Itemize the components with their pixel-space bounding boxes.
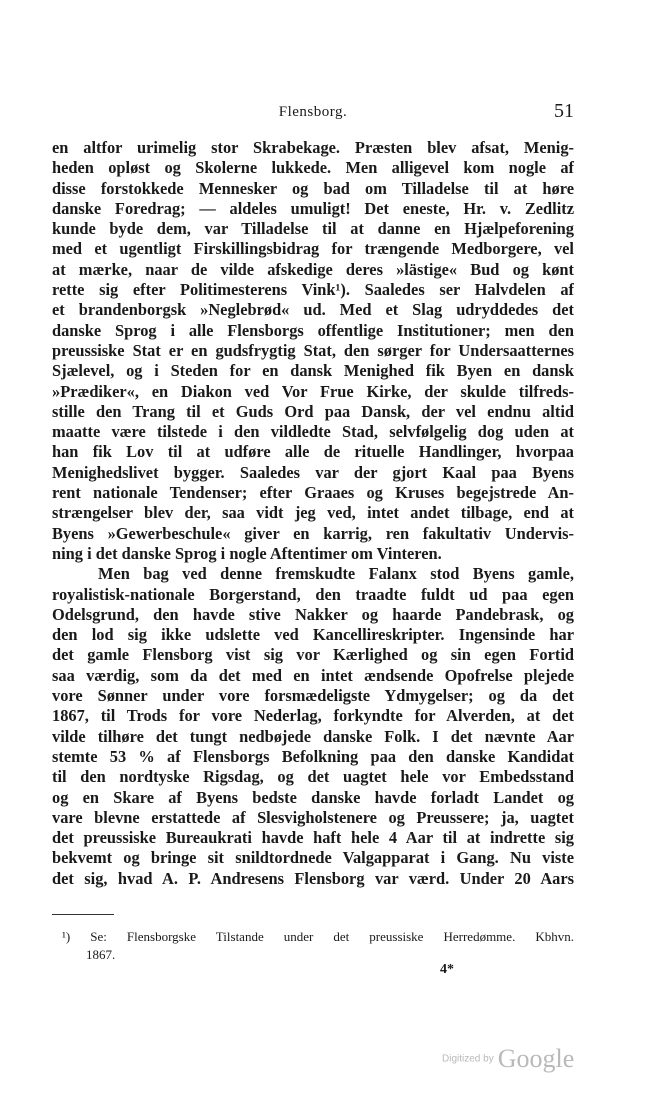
text-line: til den nordtyske Rigsdag, og det uagtet hele vor Embedsstand: [52, 767, 574, 787]
text-line: Byens »Gewerbeschule« giver en karrig, ren fakultativ Undervis-: [52, 523, 574, 543]
text-line: bekvemt og bringe sit snildtordnede Valgapparat i Gang. Nu viste: [52, 848, 574, 868]
text-line: Menighedslivet bygger. Saaledes var der gjort Kaal paa Byens: [52, 462, 574, 482]
text-line: kunde byde dem, var Tilladelse til at danne en Hjælpeforening: [52, 219, 574, 239]
text-line: det preussiske Bureaukrati havde haft hele 4 Aar til at indrette sig: [52, 828, 574, 848]
google-logo-text: Google: [497, 1044, 575, 1073]
text-line: vilde tilhøre det tungt nedbøjede danske Folk. I det nævnte Aar: [52, 726, 574, 746]
page-number: 51: [554, 100, 574, 122]
text-line: et brandenborgsk »Neglebrød« ud. Med et Slag udryddedes det: [52, 300, 574, 320]
footnote-divider: [52, 914, 114, 915]
watermark-small-text: Digitized by: [442, 1053, 494, 1065]
footnote: [62, 928, 574, 964]
text-line: saa værdig, som da det med en intet ændsende Opofrelse plejede: [52, 665, 574, 685]
text-line: danske Sprog i alle Flensborgs offentlige Institutioner; men den: [52, 320, 574, 340]
text-line: den lod sig ikke udslette ved Kancellireskripter. Ingensinde har: [52, 625, 574, 645]
running-head: [52, 100, 574, 124]
digitization-watermark: [442, 1044, 574, 1074]
text-line: vore Sønner under vore forsmædeligste Ydmygelser; og da det: [52, 686, 574, 706]
text-line: han fik Lov til at udføre alle de rituelle Handlinger, hvorpaa: [52, 442, 574, 462]
text-line: heden opløst og Skolerne lukkede. Men alligevel kom nogle af: [52, 158, 574, 178]
text-line: maatte være tilstede i den vildledte Stad, selvfølgelig dog uden at: [52, 422, 574, 442]
text-line: vare blevne erstattede af Slesvigholstenere og Preussere; ja, uagtet: [52, 807, 574, 827]
text-line: stemte 53 % af Flensborgs Befolkning paa den danske Kandidat: [52, 746, 574, 766]
text-line: med et ugentligt Firskillingsbidrag for trængende Medborgere, vel: [52, 239, 574, 259]
text-line: strængelser blev der, saa vidt jeg ved, intet andet tilbage, end at: [52, 503, 574, 523]
text-line: det gamle Flensborg vist sig vor Kærlighed og sin egen Fortid: [52, 645, 574, 665]
body-text: [52, 138, 574, 889]
footnote-line: ¹) Se: Flensborgske Tilstande under det preussiske Herredømme. Kbhvn.: [62, 929, 574, 944]
running-title: Flensborg.: [278, 104, 348, 120]
paragraph-end-line: ning i det danske Sprog i nogle Aftentimer om Vinteren.: [52, 543, 442, 563]
text-line: disse forstokkede Mennesker og bad om Tilladelse til at høre: [52, 178, 574, 198]
text-line: Odelsgrund, den havde stive Nakker og haarde Pandebrask, og: [52, 604, 574, 624]
text-line: stille den Trang til et Guds Ord paa Dansk, der vel endnu altid: [52, 401, 574, 421]
text-line: Sjælevel, og i Steden for en dansk Menighed fik Byen en dansk: [52, 361, 574, 381]
text-line: royalistisk-nationale Borgerstand, den traadte fuldt ud paa egen: [52, 584, 574, 604]
text-line: 1867, til Trods for vore Nederlag, forkyndte for Alverden, at det: [52, 706, 574, 726]
text-line: rette sig efter Politimesterens Vink¹). Saaledes ser Halvdelen af: [52, 280, 574, 300]
text-line: »Prædiker«, en Diakon ved Vor Frue Kirke, der skulde tilfreds-: [52, 381, 574, 401]
text-line: at mærke, naar de vilde afskedige deres »lästige« Bud og kønt: [52, 259, 574, 279]
text-line: danske Foredrag; — aldeles umuligt! Det eneste, Hr. v. Zedlitz: [52, 198, 574, 218]
paragraph-start-line: Men bag ved denne fremskudte Falanx stod Byens gamle,: [98, 564, 574, 584]
text-line: og en Skare af Byens bedste danske havde forladt Landet og: [52, 787, 574, 807]
footnote-line: 1867.: [86, 947, 116, 962]
text-line: det sig, hvad A. P. Andresens Flensborg var værd. Under 20 Aars: [52, 868, 574, 888]
text-line: rent nationale Tendenser; efter Graaes og Kruses begejstrede An-: [52, 483, 574, 503]
text-line: preussiske Stat er en gudsfrygtig Stat, den sørger for Undersaatternes: [52, 340, 574, 360]
text-line: en altfor urimelig stor Skrabekage. Præsten blev afsat, Menig-: [52, 138, 574, 157]
signature-mark: 4*: [440, 962, 454, 977]
